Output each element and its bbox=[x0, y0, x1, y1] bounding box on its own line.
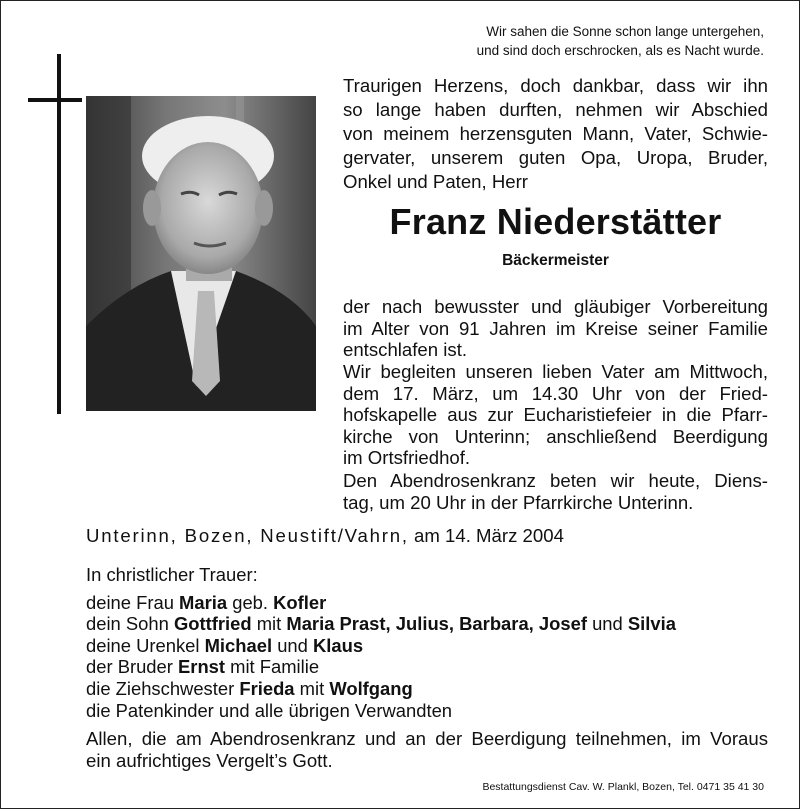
intro-text bbox=[343, 74, 768, 194]
notice-date: am 14. März 2004 bbox=[414, 525, 564, 546]
paragraph-funeral bbox=[343, 361, 768, 469]
mourners-list bbox=[86, 564, 676, 721]
mourner-foster-sister: die Ziehschwester Frieda mit Wolfgang bbox=[86, 677, 413, 699]
epigraph bbox=[364, 22, 764, 60]
funeral-service-credit: Bestattungsdienst Cav. W. Plankl, Bozen, Tel. 0471 35 41 30 bbox=[482, 781, 764, 793]
paragraph-line: im Alter von 91 Jahren im Kreise seiner Familie bbox=[343, 317, 768, 339]
paragraph-line: der nach bewusster und gläubiger Vorbereitung bbox=[343, 296, 768, 317]
paragraph-line: hofskapelle aus zur Eucharistiefeier in die Pfarr- bbox=[343, 404, 768, 425]
paragraph-passing bbox=[343, 296, 768, 361]
epigraph-line-2: und sind doch erschrocken, als es Nacht wurde. bbox=[476, 43, 764, 58]
deceased-profession: Bäckermeister bbox=[502, 252, 609, 269]
thanks-line-1: Allen, die am Abendrosenkranz und an der Beerdigung teilnehmen, im Voraus bbox=[86, 728, 768, 749]
mourner-great-grandchildren: deine Urenkel Michael und Klaus bbox=[86, 634, 364, 656]
paragraph-line: im Ortsfriedhof. bbox=[343, 447, 471, 468]
deceased-name: Franz Niederstätter bbox=[389, 201, 722, 242]
cross-icon-vertical bbox=[57, 54, 61, 414]
intro-line: Traurigen Herzens, doch dankbar, dass wir ihn bbox=[343, 75, 768, 96]
portrait-illustration bbox=[86, 96, 316, 411]
paragraph-line: entschlafen ist. bbox=[343, 339, 468, 360]
intro-line: von meinem herzensguten Mann, Vater, Schwie- bbox=[343, 123, 768, 144]
mourner-others: die Patenkinder und alle übrigen Verwandten bbox=[86, 699, 453, 721]
epigraph-line-1: Wir sahen die Sonne schon lange untergehen, bbox=[486, 24, 764, 39]
mourner-wife: deine Frau Maria geb. Kofler bbox=[86, 591, 327, 613]
cross-icon-horizontal bbox=[28, 98, 82, 102]
mourner-son: dein Sohn Gottfried mit Maria Prast, Julius, Barbara, Josef und Silvia bbox=[86, 613, 676, 635]
intro-line: gervater, unserem guten Opa, Uropa, Bruder, bbox=[343, 147, 768, 168]
place-and-date bbox=[86, 524, 564, 548]
paragraph-line: tag, um 20 Uhr in der Pfarrkirche Unterinn. bbox=[343, 491, 694, 513]
paragraph-line: Den Abendrosenkranz beten wir heute, Diens- bbox=[343, 470, 768, 491]
portrait-photo bbox=[86, 96, 316, 411]
paragraph-line: kirche von Unterinn; anschließend Beerdigung bbox=[343, 425, 768, 447]
mourner-brother: der Bruder Ernst mit Familie bbox=[86, 656, 320, 678]
mourners-heading: In christlicher Trauer: bbox=[86, 564, 258, 585]
paragraph-rosary bbox=[343, 470, 768, 513]
thanks-line-2: ein aufrichtiges Vergelt’s Gott. bbox=[86, 750, 333, 771]
paragraph-line: dem 17. März, um 14.30 Uhr von der Fried- bbox=[343, 382, 768, 404]
intro-line: Onkel und Paten, Herr bbox=[343, 171, 529, 192]
place-names: Unterinn, Bozen, Neustift/Vahrn, bbox=[86, 525, 409, 546]
thanks-text bbox=[86, 728, 768, 772]
paragraph-line: Wir begleiten unseren lieben Vater am Mittwoch, bbox=[343, 361, 768, 382]
intro-line: so lange haben durften, nehmen wir Abschied bbox=[343, 99, 768, 120]
